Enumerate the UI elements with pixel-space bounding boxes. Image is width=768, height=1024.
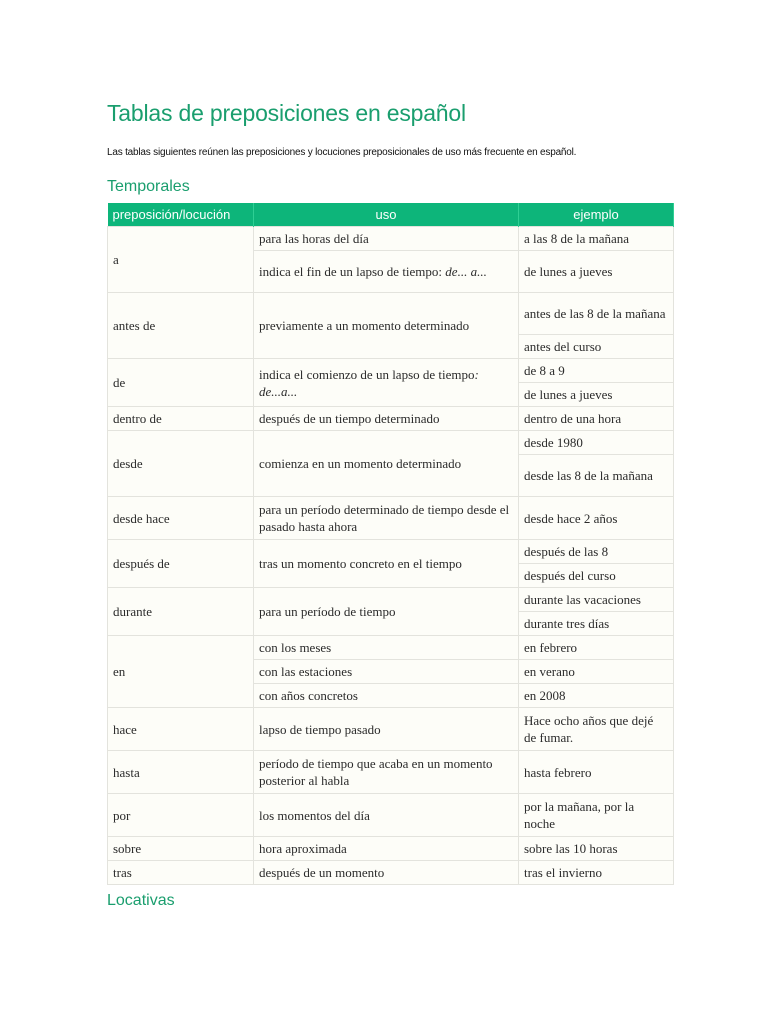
cell-ejemplo: durante las vacaciones — [519, 588, 674, 612]
section-heading-temporales: Temporales — [107, 178, 190, 195]
table-row — [108, 227, 674, 251]
table-row — [108, 540, 674, 564]
cell-preposition: dentro de — [108, 407, 254, 431]
cell-preposition: desde hace — [108, 497, 254, 540]
cell-preposition: hasta — [108, 751, 254, 794]
header-ejemplo: ejemplo — [519, 203, 674, 227]
cell-preposition: a — [108, 227, 254, 293]
table-row — [108, 359, 674, 383]
uso-text: indica el comienzo de un lapso de tiempo — [259, 366, 475, 382]
cell-uso: comienza en un momento determinado — [254, 431, 519, 497]
table-header-row — [108, 203, 674, 227]
cell-uso: después de un tiempo determinado — [254, 407, 519, 431]
cell-uso: previamente a un momento determinado — [254, 293, 519, 359]
cell-ejemplo: dentro de una hora — [519, 407, 674, 431]
table-row — [108, 636, 674, 660]
table-row — [108, 407, 674, 431]
uso-example-italic: de... a... — [445, 264, 487, 279]
cell-uso — [254, 251, 519, 293]
page-title: Tablas de preposiciones en español — [107, 100, 466, 126]
cell-preposition: antes de — [108, 293, 254, 359]
cell-uso: lapso de tiempo pasado — [254, 708, 519, 751]
table-row — [108, 497, 674, 540]
cell-preposition: de — [108, 359, 254, 407]
cell-preposition: hace — [108, 708, 254, 751]
cell-ejemplo: desde 1980 — [519, 431, 674, 455]
cell-uso: para un período de tiempo — [254, 588, 519, 636]
cell-ejemplo: de 8 a 9 — [519, 359, 674, 383]
cell-ejemplo: desde las 8 de la mañana — [519, 455, 674, 497]
cell-preposition: durante — [108, 588, 254, 636]
cell-preposition: tras — [108, 861, 254, 885]
cell-uso: tras un momento concreto en el tiempo — [254, 540, 519, 588]
cell-uso: después de un momento — [254, 861, 519, 885]
cell-preposition: después de — [108, 540, 254, 588]
cell-ejemplo: por la mañana, por la noche — [519, 794, 674, 837]
header-preposition: preposición/locución — [108, 203, 254, 227]
cell-uso: para las horas del día — [254, 227, 519, 251]
uso-text: indica el fin de un lapso de tiempo: — [259, 264, 446, 279]
table-row — [108, 794, 674, 837]
table-row — [108, 708, 674, 751]
cell-preposition: desde — [108, 431, 254, 497]
cell-ejemplo: en 2008 — [519, 684, 674, 708]
cell-ejemplo: a las 8 de la mañana — [519, 227, 674, 251]
cell-uso: hora aproximada — [254, 837, 519, 861]
cell-ejemplo: en verano — [519, 660, 674, 684]
cell-uso: con las estaciones — [254, 660, 519, 684]
cell-uso: para un período determinado de tiempo desde el pasado hasta ahora — [254, 497, 519, 540]
cell-ejemplo: de lunes a jueves — [519, 251, 674, 293]
cell-ejemplo: después de las 8 — [519, 540, 674, 564]
cell-ejemplo: Hace ocho años que dejé de fumar. — [519, 708, 674, 751]
section-heading-locativas: Locativas — [107, 892, 175, 909]
cell-preposition: sobre — [108, 837, 254, 861]
cell-ejemplo: antes de las 8 de la mañana — [519, 293, 674, 335]
cell-preposition: en — [108, 636, 254, 708]
table-row — [108, 837, 674, 861]
prepositions-table — [107, 203, 674, 885]
cell-ejemplo: desde hace 2 años — [519, 497, 674, 540]
header-uso: uso — [254, 203, 519, 227]
cell-uso: con años concretos — [254, 684, 519, 708]
table-row — [108, 293, 674, 335]
table-row — [108, 431, 674, 455]
uso-example-italic: : de...a... — [259, 366, 479, 399]
table-row — [108, 861, 674, 885]
cell-preposition: por — [108, 794, 254, 837]
cell-ejemplo: antes del curso — [519, 335, 674, 359]
table-row — [108, 588, 674, 612]
cell-uso: con los meses — [254, 636, 519, 660]
cell-ejemplo: sobre las 10 horas — [519, 837, 674, 861]
cell-ejemplo: de lunes a jueves — [519, 383, 674, 407]
cell-ejemplo: tras el invierno — [519, 861, 674, 885]
cell-ejemplo: después del curso — [519, 564, 674, 588]
cell-uso — [254, 359, 519, 407]
cell-ejemplo: en febrero — [519, 636, 674, 660]
cell-uso: período de tiempo que acaba en un momento posterior al habla — [254, 751, 519, 794]
table-row — [108, 751, 674, 794]
intro-text: Las tablas siguientes reúnen las preposiciones y locuciones preposicionales de uso más frecuente en español. — [107, 147, 577, 158]
cell-uso: los momentos del día — [254, 794, 519, 837]
cell-ejemplo: durante tres días — [519, 612, 674, 636]
cell-ejemplo: hasta febrero — [519, 751, 674, 794]
